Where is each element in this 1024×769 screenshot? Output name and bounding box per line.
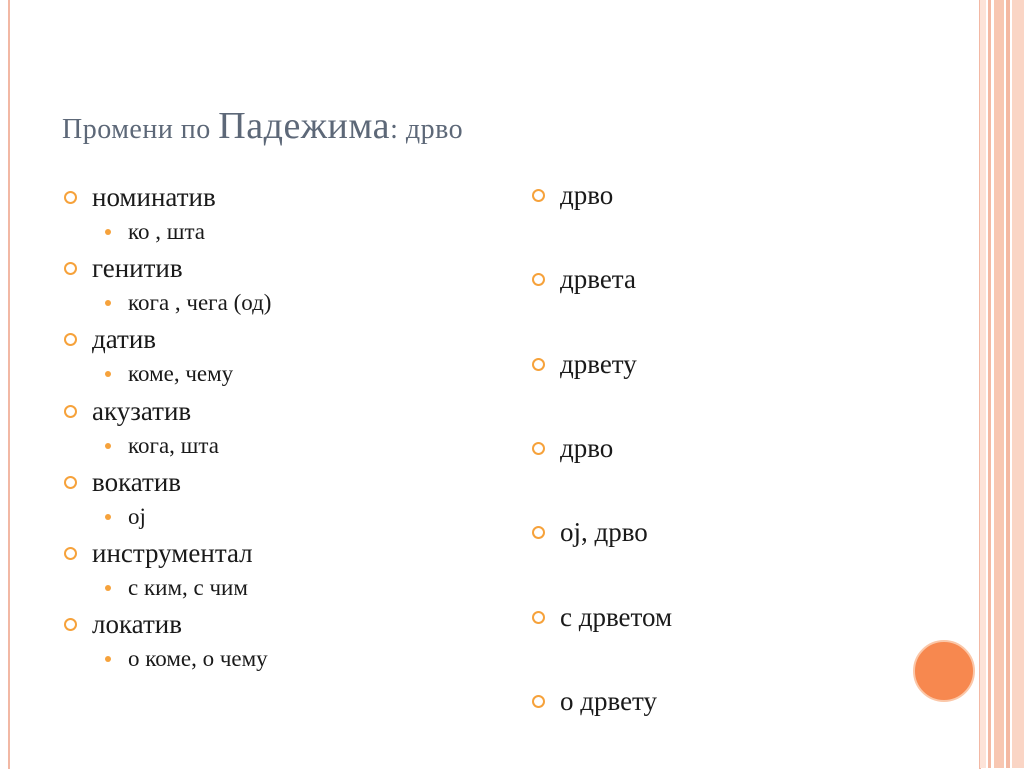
- case-question: [105, 361, 233, 387]
- case-name: генитив: [92, 253, 183, 284]
- dot-bullet-icon: [105, 585, 111, 591]
- case-question-text: с ким, с чим: [128, 575, 248, 600]
- case-name: номинатив: [92, 182, 216, 212]
- ring-bullet-icon: [64, 405, 77, 418]
- case-item: [64, 467, 181, 498]
- case-name: датив: [92, 324, 157, 355]
- declension-form: ој, дрво: [560, 517, 648, 548]
- decorative-stripes: [980, 0, 1024, 768]
- case-question-text: ко , шта: [128, 219, 206, 244]
- ring-bullet-icon: [64, 476, 77, 489]
- declension-form-item: [532, 686, 657, 717]
- declension-form-item: [532, 517, 648, 548]
- slide-title: [62, 104, 463, 148]
- case-question: [105, 504, 146, 530]
- declension-form-item: [532, 433, 613, 464]
- declension-form: дрвету: [560, 348, 637, 379]
- case-item: [64, 396, 191, 427]
- case-question-text: кога , чега (од): [128, 290, 272, 316]
- case-question-text: коме, чему: [128, 361, 234, 387]
- case-question: [105, 575, 248, 601]
- title-part-2: Падежима: [218, 105, 391, 147]
- ring-bullet-icon: [64, 191, 77, 204]
- dot-bullet-icon: [105, 514, 111, 520]
- dot-bullet-icon: [105, 300, 111, 306]
- ring-bullet-icon: [532, 526, 545, 539]
- declension-form: дрво: [560, 432, 614, 463]
- declension-form-item: [532, 602, 672, 633]
- case-item: [64, 609, 182, 640]
- case-question: [105, 646, 268, 672]
- title-part-1: Промени по: [62, 114, 219, 145]
- case-name: локатив: [92, 609, 182, 640]
- case-question: [105, 290, 271, 316]
- case-question-text: кога, шта: [128, 432, 219, 458]
- dot-bullet-icon: [105, 443, 111, 449]
- ring-bullet-icon: [532, 358, 545, 371]
- ring-bullet-icon: [532, 189, 545, 202]
- case-question-text: о коме, о чему: [128, 646, 268, 672]
- ring-bullet-icon: [532, 442, 545, 455]
- declension-form: о дрвету: [560, 685, 658, 716]
- case-item: [64, 182, 216, 213]
- decorative-circle: [913, 640, 975, 702]
- title-part-3: : дрво: [390, 114, 464, 145]
- declension-form: дрво: [560, 180, 614, 210]
- ring-bullet-icon: [64, 547, 77, 560]
- case-item: [64, 324, 156, 355]
- declension-form: дрвета: [560, 264, 636, 295]
- ring-bullet-icon: [532, 611, 545, 624]
- case-question: [105, 433, 219, 459]
- dot-bullet-icon: [105, 656, 111, 662]
- ring-bullet-icon: [532, 273, 545, 286]
- case-question-text: ој: [128, 503, 146, 529]
- case-item: [64, 538, 253, 569]
- case-name: акузатив: [92, 395, 192, 426]
- declension-form-item: [532, 349, 637, 380]
- declension-form-item: [532, 264, 636, 295]
- dot-bullet-icon: [105, 229, 111, 235]
- ring-bullet-icon: [64, 262, 77, 275]
- dot-bullet-icon: [105, 371, 111, 377]
- case-name: инструментал: [92, 538, 253, 568]
- ring-bullet-icon: [532, 695, 545, 708]
- case-item: [64, 253, 183, 284]
- case-name: вокатив: [92, 466, 182, 497]
- ring-bullet-icon: [64, 618, 77, 631]
- ring-bullet-icon: [64, 333, 77, 346]
- declension-form-item: [532, 180, 613, 211]
- declension-form: с дрветом: [560, 601, 673, 632]
- case-question: [105, 219, 205, 245]
